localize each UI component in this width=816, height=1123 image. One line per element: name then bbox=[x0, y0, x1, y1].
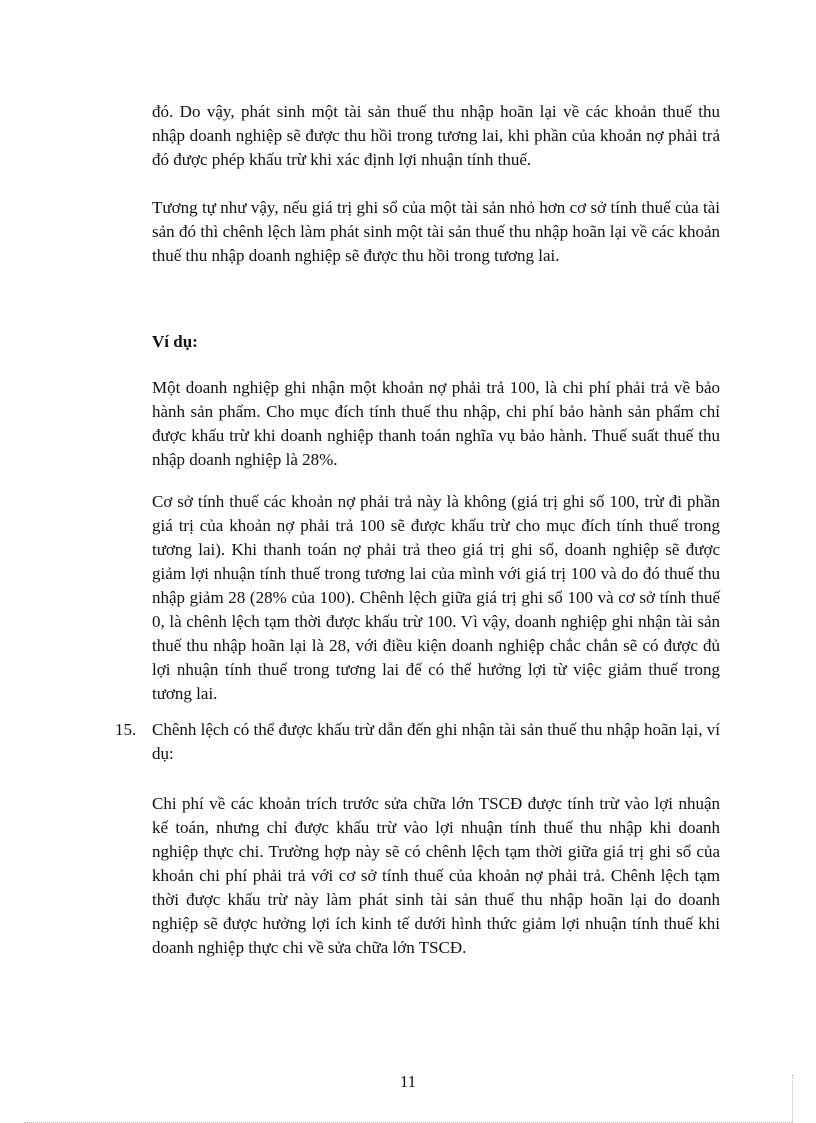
paragraph-similar-case: Tương tự như vậy, nếu giá trị ghi sổ của một tài sản nhỏ hơn cơ sở tính thuế của tài sản đó thì chênh lệch làm phát sinh một tài sản thuế thu nhập hoãn lại về các khoản thuế thu nhập doanh nghiệp sẽ được thu hồi trong tương lai. bbox=[152, 198, 720, 265]
page-number: 11 bbox=[399, 1072, 417, 1091]
page-corner-border bbox=[792, 1075, 793, 1123]
paragraph-continuation: đó. Do vậy, phát sinh một tài sản thuế thu nhập hoãn lại về các khoản thuế thu nhập doanh nghiệp sẽ được thu hồi trong tương lai, khi phần của khoản nợ phải trả đó được phép khấu trừ khi xác định lợi nhuận tính thuế. bbox=[152, 102, 720, 169]
item-number: 15. bbox=[115, 720, 137, 739]
paragraph-example-description: Một doanh nghiệp ghi nhận một khoản nợ phải trả 100, là chi phí phải trả về bảo hành sản phẩm. Cho mục đích tính thuế thu nhập, chi phí bảo hành sản phẩm chỉ được khấu trừ khi doanh nghiệp thanh toán nghĩa vụ bảo hành. Thuế suất thuế thu nhập doanh nghiệp là 28%. bbox=[152, 378, 720, 469]
paragraph-item-15: Chênh lệch có thể được khấu trừ dẫn đến ghi nhận tài sản thuế thu nhập hoãn lại, ví dụ: bbox=[152, 720, 720, 763]
paragraph-repair-expenses: Chi phí về các khoản trích trước sửa chữa lớn TSCĐ được tính trừ vào lợi nhuận kế toán, nhưng chỉ được khấu trừ vào lợi nhuận tính thuế thu nhập khi doanh nghiệp thực chi. Trường hợp này sẽ có chênh lệch tạm thời giữa giá trị ghi sổ của khoản chi phí phải trả với cơ sở tính thuế của khoản nợ phải trả. Chênh lệch tạm thời được khấu trừ này làm phát sinh tài sản thuế thu nhập hoãn lại do doanh nghiệp sẽ được hưởng lợi ích kinh tế dưới hình thức giảm lợi nhuận tính thuế khi doanh nghiệp thực chi về sửa chữa lớn TSCĐ. bbox=[152, 794, 720, 957]
example-heading: Ví dụ: bbox=[152, 332, 198, 351]
paragraph-example-explanation: Cơ sở tính thuế các khoản nợ phải trả này là không (giá trị ghi sổ 100, trừ đi phần giá trị của khoản nợ phải trả 100 sẽ được khấu trừ cho mục đích tính thuế trong tương lai). Khi thanh toán nợ phải trả theo giá trị ghi sổ, doanh nghiệp sẽ được giảm lợi nhuận tính thuế trong tương lai của mình với giá trị 100 và do đó thuế thu nhập giảm 28 (28% của 100). Chênh lệch giữa giá trị ghi sổ 100 và cơ sở tính thuế 0, là chênh lệch tạm thời được khấu trừ 100. Vì vậy, doanh nghiệp ghi nhận tài sản thuế thu nhập hoãn lại là 28, với điều kiện doanh nghiệp chắc chắn sẽ có được đủ lợi nhuận tính thuế trong tương lai để có thể hưởng lợi từ việc giảm thuế trong tương lai. bbox=[152, 492, 720, 703]
